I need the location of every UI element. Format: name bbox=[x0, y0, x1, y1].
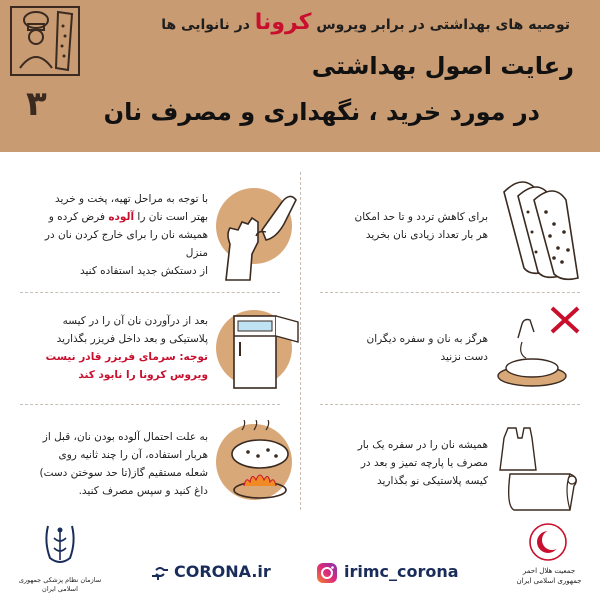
header-subtitle: توصیه های بهداشتی در برابر ویروس کرونا در نانوایی ها bbox=[161, 10, 570, 35]
tip-notouch-text: هرگز به نان و سفره دیگران دست نزنید bbox=[366, 333, 488, 363]
refrigerator-icon bbox=[226, 312, 302, 392]
web-link-icon bbox=[150, 564, 172, 582]
row-divider bbox=[320, 404, 580, 405]
tip-gloves-text: با توجه به مراحل تهیه، پخت و خرید بهتر است نان را آلوده فرض کرده و همیشه نان را برای خارج کردن نان در منزل از دستکش جدید استفاده کنید bbox=[44, 193, 208, 277]
medical-council-logo bbox=[40, 522, 80, 578]
row-divider bbox=[20, 404, 280, 405]
chef-baker-icon bbox=[10, 6, 80, 76]
tip-heat-text: به علت احتمال آلوده بودن نان، قبل از هربار استفاده، آن را چند ثانیه روی شعله مستقیم گاز(تا حد سوختن دست) داغ کنید و سپس مصرف کنید. bbox=[39, 431, 208, 497]
instagram-icon bbox=[316, 562, 338, 584]
red-crescent-caption: جمعیت هلال احمر جمهوری اسلامی ایران bbox=[516, 567, 582, 585]
bread-stack-icon bbox=[494, 172, 584, 284]
page-title: رعایت اصول بهداشتی bbox=[311, 52, 574, 80]
instagram-handle[interactable]: irimc_corona bbox=[344, 562, 459, 581]
tip-freezer-text: بعد از درآوردن نان آن را در کیسه پلاستیکی و بعد داخل فریزر بگذارید توجه: سرمای فریزر قادر نیست ویروس کرونا را نابود کند bbox=[45, 315, 208, 381]
glove-icon bbox=[212, 182, 302, 282]
website-link[interactable]: CORONA.ir bbox=[174, 562, 271, 581]
row-divider bbox=[320, 292, 580, 293]
page-title-line2: در مورد خرید ، نگهداری و مصرف نان bbox=[103, 98, 540, 126]
tip-cloth-text: همیشه نان را در سفره یک بار مصرف یا پارچه تمیز و بعد در کیسه پلاستیکی نو بگذارید bbox=[357, 439, 488, 487]
no-touch-bread-icon bbox=[492, 302, 584, 392]
page-number: ۳ bbox=[26, 84, 47, 124]
row-divider bbox=[20, 292, 280, 293]
bread-on-flame-icon bbox=[224, 420, 308, 508]
corona-highlight: کرونا bbox=[254, 10, 312, 35]
contaminated-word: آلوده bbox=[108, 211, 135, 223]
medical-council-caption: سازمان نظام پزشکی جمهوری اسلامی ایران bbox=[18, 576, 102, 593]
plastic-bag-tablecloth-icon bbox=[494, 418, 584, 514]
red-crescent-logo bbox=[528, 522, 568, 562]
tip-buy-text: برای کاهش تردد و تا حد امکان هر بار تعداد زیادی نان بخرید bbox=[354, 211, 488, 241]
